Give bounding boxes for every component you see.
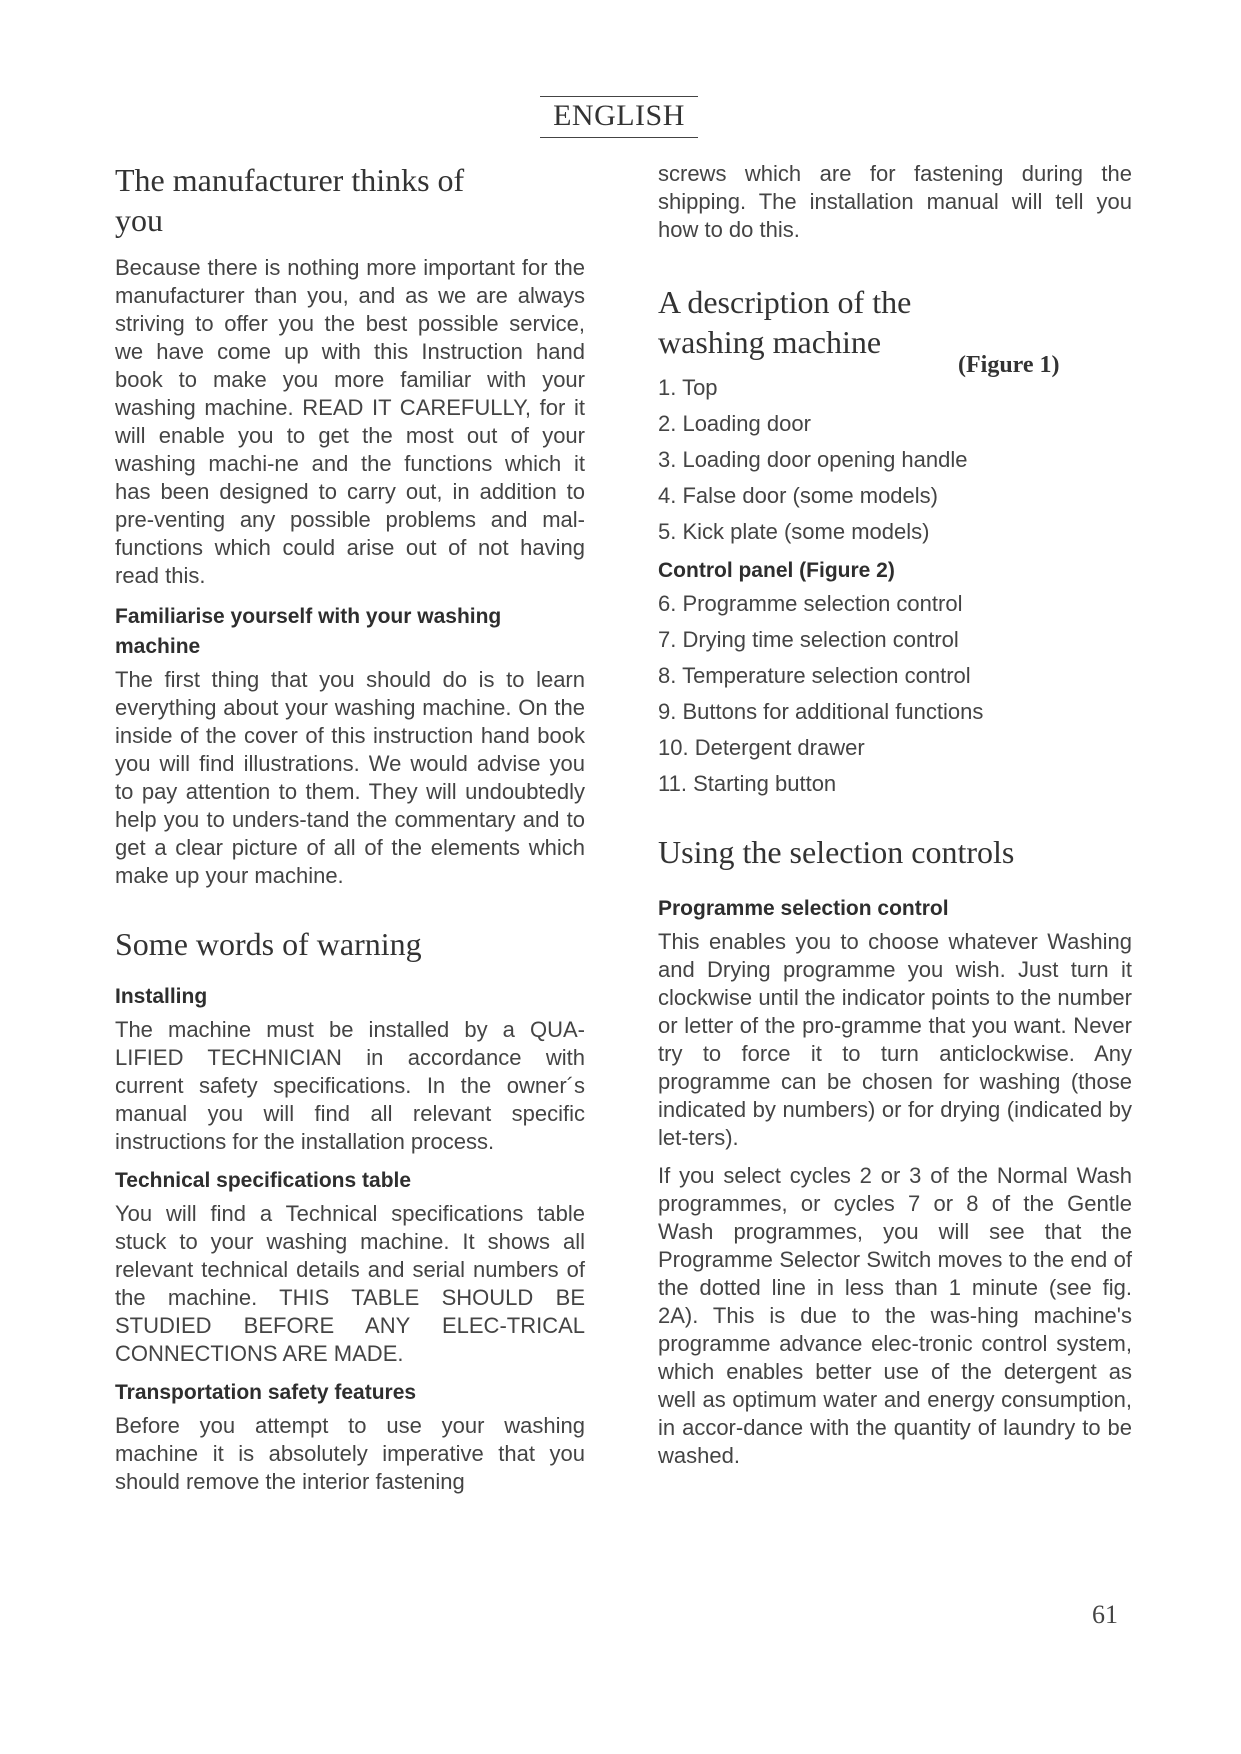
page-number: 61 (1092, 1600, 1118, 1629)
programme-paragraph-2: If you select cycles 2 or 3 of the Normal Wash programmes, or cycles 7 or 8 of the Gentle Wash programmes, you will see that the Programme Selector Switch moves to the end of the dotted line in less than 1 minute (see fig. 2A). This is due to the was-hing machine's programme advance elec-tronic control system, which enables better use of the detergent as well as optimum water and energy consumption, in accor-dance with the quantity of laundry to be washed. (658, 1163, 1132, 1468)
list-item: 4. False door (some models) (658, 483, 938, 508)
transport-continuation: screws which are for fastening during the shipping. The installation manual will tell you how to do this. (658, 161, 1132, 242)
intro-paragraph: Because there is nothing more important for the manufacturer than you, and as we are always striving to offer you the best possible service, we have come up with this Instruction hand book to make you more familiar with your washing machine. READ IT CAREFULLY, for it will enable you to get the most out of your washing machi-ne and the functions which it has been designed to carry out, in addition to pre-venting any possible problems and mal-functions which could arise out of not having read this. (115, 255, 585, 588)
list-item: 8. Temperature selection control (658, 663, 971, 688)
list-item: 10. Detergent drawer (658, 735, 865, 760)
programme-paragraph-1: This enables you to choose whatever Washing and Drying programme you wish. Just turn it clockwise until the indicator points to the number or letter of the pro-gramme that you want. Never try to force it to turn anticlockwise. Any programme can be chosen for washing (those indicated by numbers) or for drying (indicated by let-ters). (658, 929, 1132, 1150)
list-item: 6. Programme selection control (658, 591, 963, 616)
installing-heading: Installing (115, 985, 208, 1008)
transport-heading: Transportation safety features (115, 1381, 417, 1404)
techspec-heading: Technical specifications table (115, 1169, 412, 1192)
list-item: 9. Buttons for additional functions (658, 699, 984, 724)
familiarise-paragraph: The first thing that you should do is to learn everything about your washing machine. On the inside of the cover of this instruction hand book you will find illustrations. We would advise you to pay attention to them. They will undoubtedly help you to unders-tand the commentary and to get a clear picture of all of the elements which make up your machine. (115, 667, 585, 888)
machine-parts-list (658, 370, 1132, 550)
right-column (658, 160, 1132, 1470)
warning-heading: Some words of warning (115, 926, 422, 962)
intro-heading: The manufacturer thinks of you (115, 162, 465, 238)
list-item: 5. Kick plate (some models) (658, 519, 930, 544)
list-item: 3. Loading door opening handle (658, 447, 968, 472)
control-parts-list (658, 586, 1132, 802)
list-item: 7. Drying time selection control (658, 627, 959, 652)
selection-heading: Using the selection controls (658, 834, 1015, 870)
language-header: ENGLISH (540, 96, 698, 138)
figure-1-reference: (Figure 1) (958, 352, 1060, 378)
transport-paragraph: Before you attempt to use your washing machine it is absolutely imperative that you should remove the interior fastening (115, 1413, 585, 1494)
description-heading: A description of the washing machine (658, 284, 912, 360)
programme-heading: Programme selection control (658, 897, 949, 920)
left-column (115, 160, 585, 1496)
list-item: 11. Starting button (658, 771, 837, 796)
installing-paragraph: The machine must be installed by a QUA-LIFIED TECHNICIAN in accordance with current safety specifications. In the owner´s manual you will find all relevant specific instructions for the installation process. (115, 1017, 585, 1154)
control-panel-heading: Control panel (Figure 2) (658, 559, 895, 582)
list-item: 1. Top (658, 375, 718, 400)
familiarise-heading: Familiarise yourself with your washing machine (115, 605, 502, 658)
list-item: 2. Loading door (658, 411, 811, 436)
techspec-paragraph: You will find a Technical specifications table stuck to your washing machine. It shows all relevant technical details and serial numbers of the machine. THIS TABLE SHOULD BE STUDIED BEFORE ANY ELEC-TRICAL CONNECTIONS ARE MADE. (115, 1201, 585, 1366)
